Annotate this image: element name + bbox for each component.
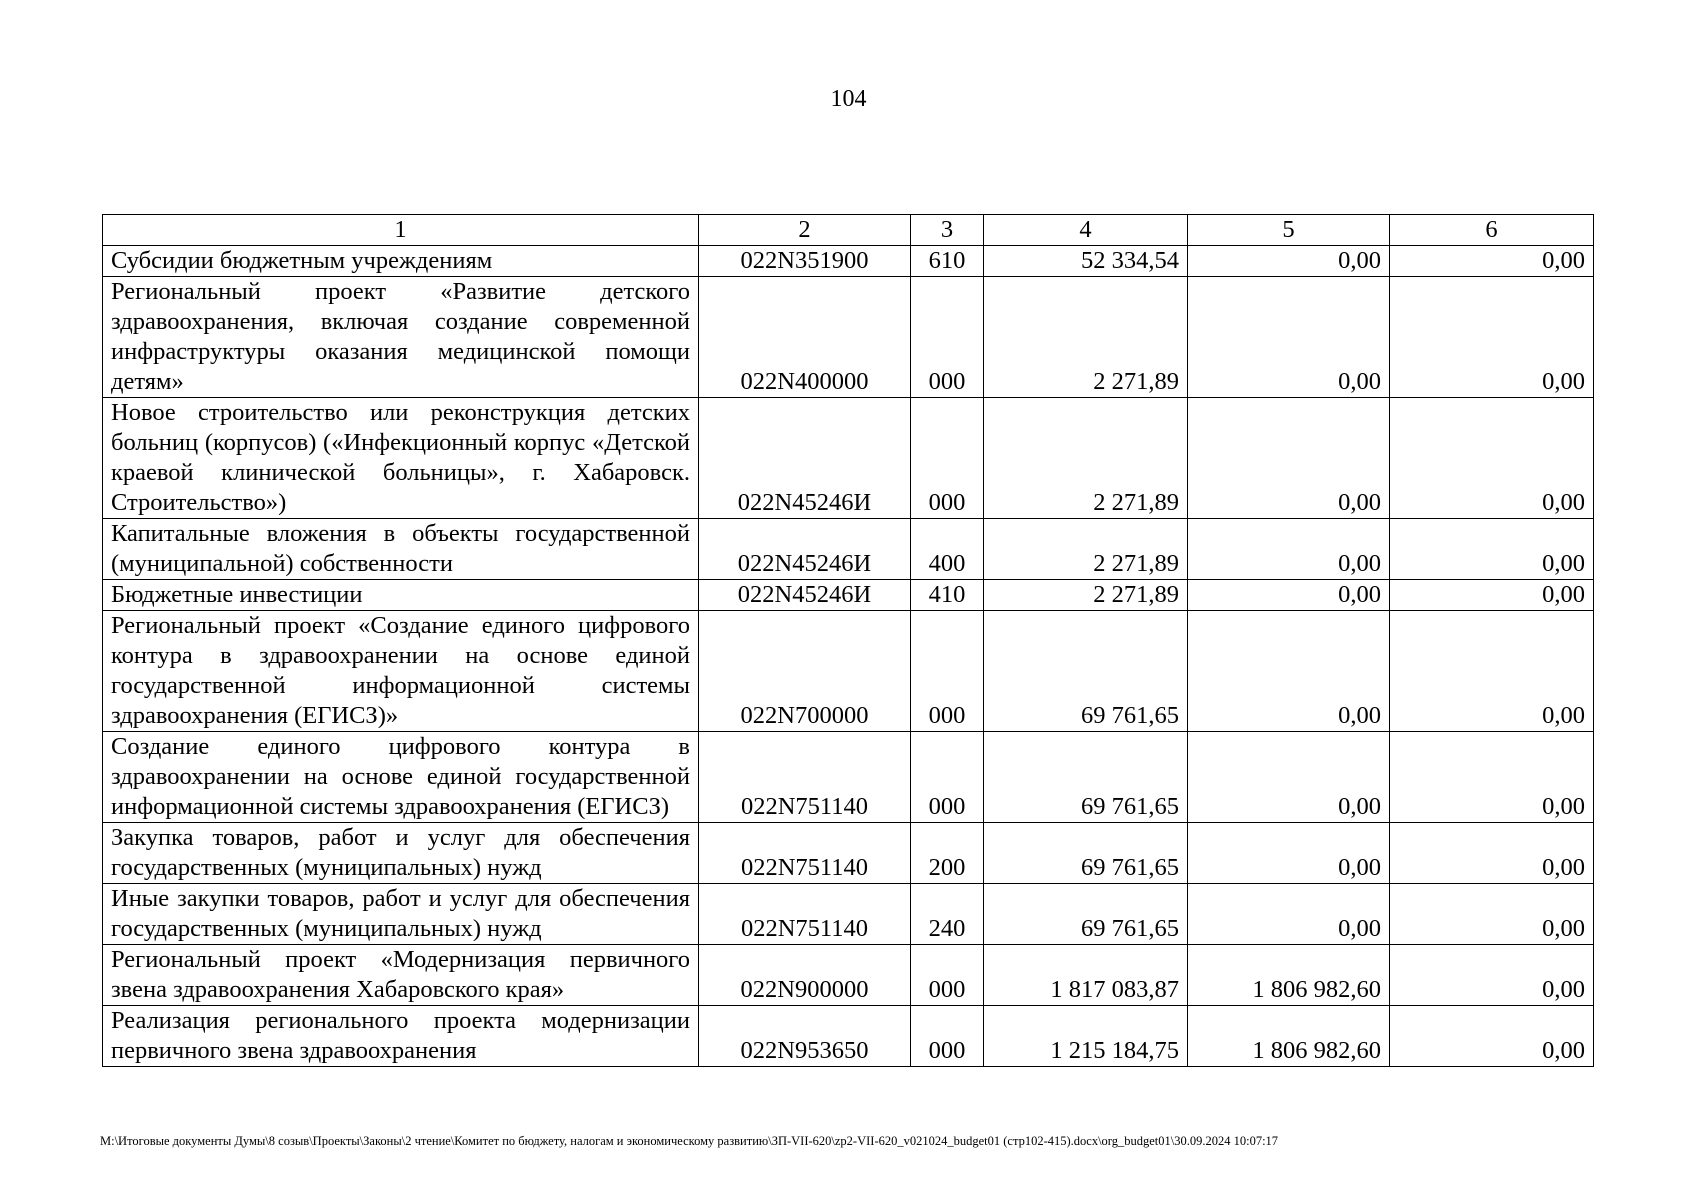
row-value-col4-cell: 69 761,65 bbox=[984, 884, 1188, 945]
row-value-col6-cell: 0,00 bbox=[1390, 823, 1594, 884]
table-row bbox=[103, 580, 1594, 611]
column-header: 2 bbox=[699, 215, 911, 246]
row-name-cell: Капитальные вложения в объекты государственной (муниципальной) собственности bbox=[103, 519, 699, 580]
row-name-cell: Бюджетные инвестиции bbox=[103, 580, 699, 611]
row-name-cell: Региональный проект «Модернизация первичного звена здравоохранения Хабаровского края» bbox=[103, 945, 699, 1006]
row-value-col6-cell: 0,00 bbox=[1390, 398, 1594, 519]
table-row bbox=[103, 398, 1594, 519]
row-value-col6-cell: 0,00 bbox=[1390, 732, 1594, 823]
budget-table bbox=[102, 214, 1594, 1067]
row-name-cell: Региональный проект «Развитие детского здравоохранения, включая создание современной инфраструктуры оказания медицинской помощи детям» bbox=[103, 277, 699, 398]
row-type-cell: 000 bbox=[911, 398, 984, 519]
table-header-row bbox=[103, 215, 1594, 246]
row-type-cell: 200 bbox=[911, 823, 984, 884]
row-code-cell: 022N400000 bbox=[699, 277, 911, 398]
row-value-col4-cell: 1 817 083,87 bbox=[984, 945, 1188, 1006]
row-type-cell: 000 bbox=[911, 732, 984, 823]
row-value-col5-cell: 0,00 bbox=[1188, 246, 1390, 277]
row-value-col6-cell: 0,00 bbox=[1390, 1006, 1594, 1067]
row-name-cell: Новое строительство или реконструкция детских больниц (корпусов) («Инфекционный корпус «Детской краевой клинической больницы», г. Хабаровск. Строительство») bbox=[103, 398, 699, 519]
row-type-cell: 410 bbox=[911, 580, 984, 611]
row-value-col6-cell: 0,00 bbox=[1390, 945, 1594, 1006]
row-code-cell: 022N45246И bbox=[699, 519, 911, 580]
row-code-cell: 022N751140 bbox=[699, 732, 911, 823]
row-value-col5-cell: 0,00 bbox=[1188, 519, 1390, 580]
row-type-cell: 610 bbox=[911, 246, 984, 277]
row-value-col5-cell: 0,00 bbox=[1188, 823, 1390, 884]
row-value-col6-cell: 0,00 bbox=[1390, 611, 1594, 732]
row-value-col4-cell: 69 761,65 bbox=[984, 823, 1188, 884]
row-type-cell: 000 bbox=[911, 1006, 984, 1067]
column-header: 1 bbox=[103, 215, 699, 246]
row-value-col4-cell: 2 271,89 bbox=[984, 519, 1188, 580]
row-code-cell: 022N45246И bbox=[699, 398, 911, 519]
column-header: 3 bbox=[911, 215, 984, 246]
row-code-cell: 022N751140 bbox=[699, 823, 911, 884]
table-row bbox=[103, 519, 1594, 580]
row-type-cell: 240 bbox=[911, 884, 984, 945]
row-value-col5-cell: 1 806 982,60 bbox=[1188, 1006, 1390, 1067]
table-row bbox=[103, 611, 1594, 732]
table-row bbox=[103, 246, 1594, 277]
table-row bbox=[103, 945, 1594, 1006]
row-value-col6-cell: 0,00 bbox=[1390, 519, 1594, 580]
row-value-col5-cell: 0,00 bbox=[1188, 277, 1390, 398]
row-code-cell: 022N700000 bbox=[699, 611, 911, 732]
row-value-col6-cell: 0,00 bbox=[1390, 884, 1594, 945]
row-code-cell: 022N900000 bbox=[699, 945, 911, 1006]
column-header: 5 bbox=[1188, 215, 1390, 246]
table-row bbox=[103, 277, 1594, 398]
table-row bbox=[103, 1006, 1594, 1067]
row-type-cell: 400 bbox=[911, 519, 984, 580]
page-number: 104 bbox=[830, 86, 867, 112]
row-name-cell: Закупка товаров, работ и услуг для обеспечения государственных (муниципальных) нужд bbox=[103, 823, 699, 884]
row-code-cell: 022N351900 bbox=[699, 246, 911, 277]
table-row bbox=[103, 823, 1594, 884]
row-value-col5-cell: 0,00 bbox=[1188, 732, 1390, 823]
row-name-cell: Региональный проект «Создание единого цифрового контура в здравоохранении на основе единой государственной информационной системы здравоохранения (ЕГИСЗ)» bbox=[103, 611, 699, 732]
row-value-col4-cell: 2 271,89 bbox=[984, 580, 1188, 611]
row-name-cell: Реализация регионального проекта модернизации первичного звена здравоохранения bbox=[103, 1006, 699, 1067]
row-code-cell: 022N45246И bbox=[699, 580, 911, 611]
table-row bbox=[103, 732, 1594, 823]
row-name-cell: Субсидии бюджетным учреждениям bbox=[103, 246, 699, 277]
document-file-path: M:\Итоговые документы Думы\8 созыв\Проекты\Законы\2 чтение\Комитет по бюджету, налогам и экономическому развитию\ЗП-VII-620\zp2-VII-620_v021024_budget01 (стр102-415).docx\org_budget01\30.09.2024 10:07:17 bbox=[100, 1134, 1279, 1148]
row-value-col5-cell: 1 806 982,60 bbox=[1188, 945, 1390, 1006]
row-value-col6-cell: 0,00 bbox=[1390, 246, 1594, 277]
row-type-cell: 000 bbox=[911, 611, 984, 732]
row-type-cell: 000 bbox=[911, 945, 984, 1006]
column-header: 6 bbox=[1390, 215, 1594, 246]
row-value-col6-cell: 0,00 bbox=[1390, 580, 1594, 611]
row-value-col4-cell: 2 271,89 bbox=[984, 398, 1188, 519]
row-value-col5-cell: 0,00 bbox=[1188, 580, 1390, 611]
row-code-cell: 022N953650 bbox=[699, 1006, 911, 1067]
row-value-col4-cell: 52 334,54 bbox=[984, 246, 1188, 277]
row-value-col6-cell: 0,00 bbox=[1390, 277, 1594, 398]
row-value-col5-cell: 0,00 bbox=[1188, 884, 1390, 945]
row-value-col5-cell: 0,00 bbox=[1188, 611, 1390, 732]
row-name-cell: Иные закупки товаров, работ и услуг для обеспечения государственных (муниципальных) нужд bbox=[103, 884, 699, 945]
table-row bbox=[103, 884, 1594, 945]
column-header: 4 bbox=[984, 215, 1188, 246]
row-name-cell: Создание единого цифрового контура в здравоохранении на основе единой государственной информационной системы здравоохранения (ЕГИСЗ) bbox=[103, 732, 699, 823]
row-value-col5-cell: 0,00 bbox=[1188, 398, 1390, 519]
row-type-cell: 000 bbox=[911, 277, 984, 398]
row-value-col4-cell: 69 761,65 bbox=[984, 611, 1188, 732]
row-code-cell: 022N751140 bbox=[699, 884, 911, 945]
row-value-col4-cell: 69 761,65 bbox=[984, 732, 1188, 823]
row-value-col4-cell: 2 271,89 bbox=[984, 277, 1188, 398]
row-value-col4-cell: 1 215 184,75 bbox=[984, 1006, 1188, 1067]
